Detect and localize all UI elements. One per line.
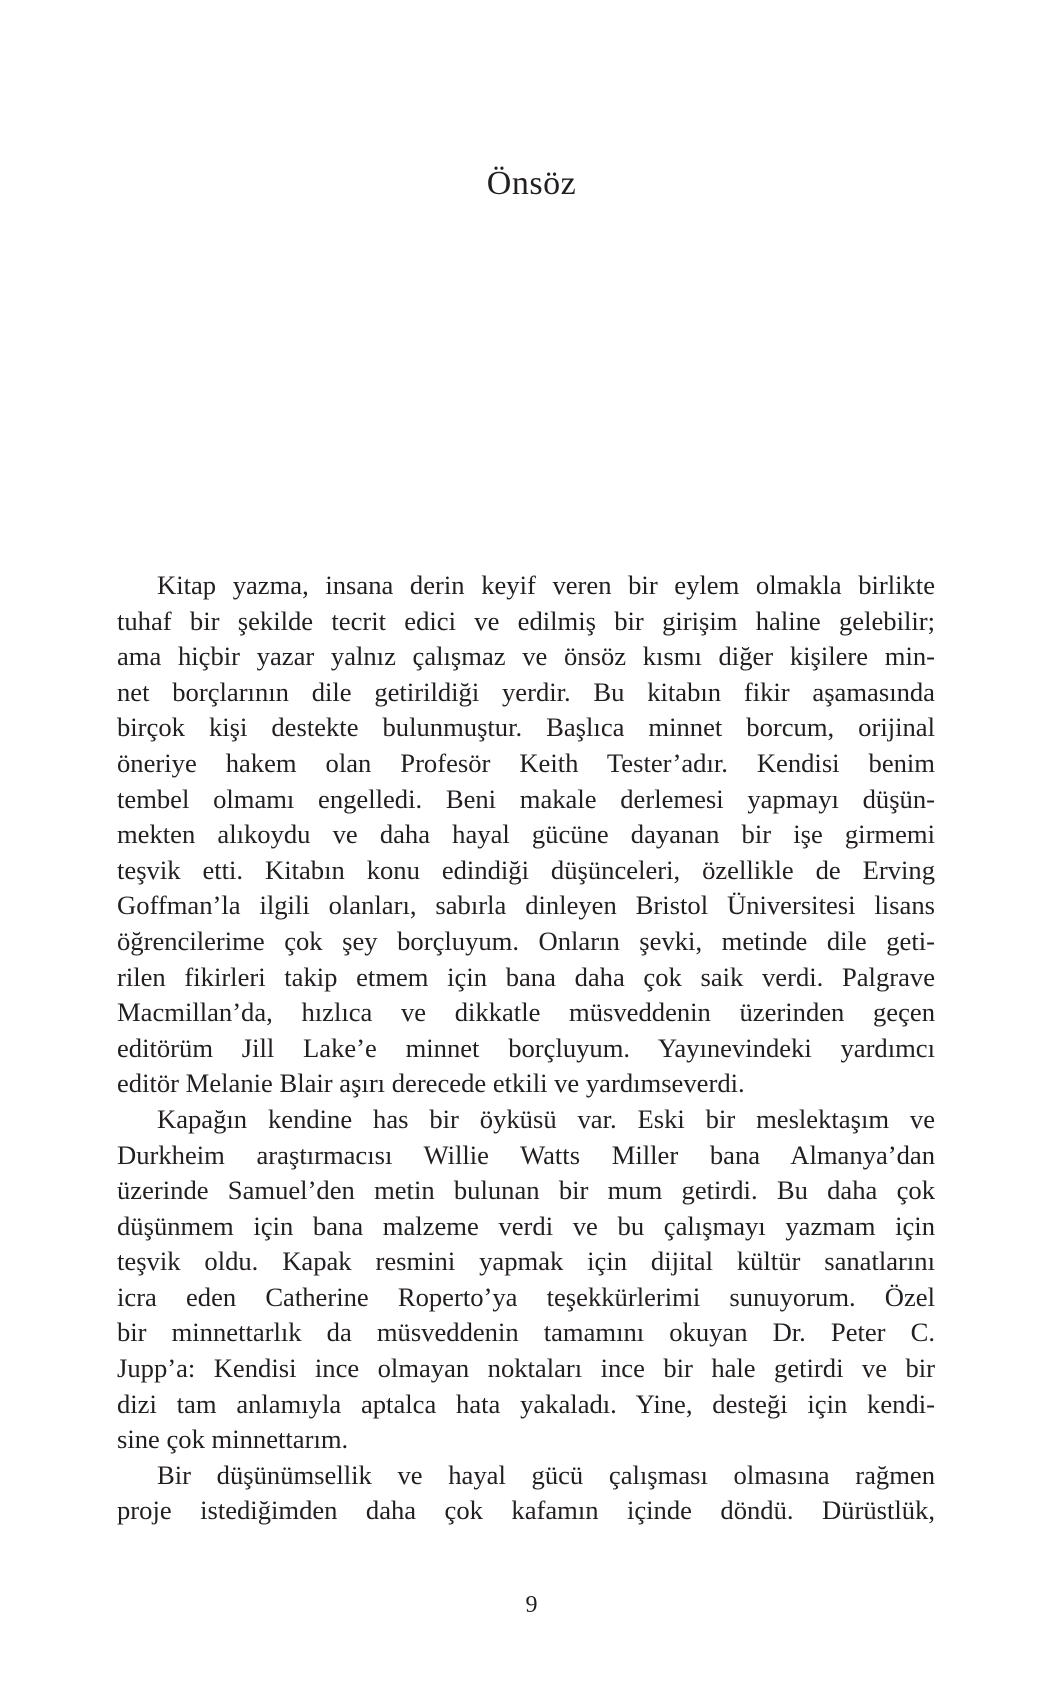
text-line: editör Melanie Blair aşırı derecede etkili ve yardımseverdi. [117,1068,745,1099]
paragraph-2 [117,1102,935,1458]
page-number: 9 [525,1592,538,1618]
paragraph-1 [117,568,935,1102]
text-line: Jupp’a: Kendisi ince olmayan noktaları ince bir hale getirdi ve bir [117,1353,935,1384]
text-line: editörüm Jill Lake’e minnet borçluyum. Yayınevindeki yardımcı [117,1032,935,1063]
text-line: üzerinde Samuel’den metin bulunan bir mum getirdi. Bu daha çok [117,1175,935,1206]
text-line: bir minnettarlık da müsveddenin tamamını okuyan Dr. Peter C. [117,1317,935,1348]
text-line: net borçlarının dile getirildiği yerdir. Bu kitabın fikir aşamasında [117,676,935,707]
text-line: icra eden Catherine Roperto’ya teşekkürlerimi sunuyorum. Özel [117,1281,935,1312]
text-line: tuhaf bir şekilde tecrit edici ve edilmiş bir girişim haline gelebilir; [117,605,935,636]
text-line: sine çok minnettarım. [117,1424,349,1455]
paragraph-3 [117,1458,935,1529]
text-line: Durkheim araştırmacısı Willie Watts Miller bana Almanya’dan [117,1139,935,1170]
text-line: teşvik oldu. Kapak resmini yapmak için dijital kültür sanatlarını [117,1246,935,1277]
text-line: Bir düşünümsellik ve hayal gücü çalışması olmasına rağmen [157,1459,935,1490]
text-line: teşvik etti. Kitabın konu edindiği düşünceleri, özellikle de Erving [117,854,935,885]
text-line: Kapağın kendine has bir öyküsü var. Eski bir meslektaşım ve [157,1103,935,1134]
text-line: dizi tam anlamıyla aptalca hata yakaladı. Yine, desteği için kendi- [117,1388,935,1419]
body-text [117,568,935,1529]
text-line: Goffman’la ilgili olanları, sabırla dinleyen Bristol Üniversitesi lisans [117,890,935,921]
text-line: öğrencilerime çok şey borçluyum. Onların şevki, metinde dile geti- [117,925,935,956]
text-line: Kitap yazma, insana derin keyif veren bir eylem olmakla birlikte [157,570,935,600]
text-line: birçok kişi destekte bulunmuştur. Başlıca minnet borcum, orijinal [117,712,935,743]
text-line: proje istediğimden daha çok kafamın içinde döndü. Dürüstlük, [117,1495,935,1526]
text-line: rilen fikirleri takip etmem için bana daha çok saik verdi. Palgrave [117,961,935,992]
page-title: Önsöz [486,165,577,202]
text-line: tembel olmamı engelledi. Beni makale derlemesi yapmayı düşün- [117,783,935,814]
text-line: öneriye hakem olan Profesör Keith Tester’adır. Kendisi benim [117,747,935,778]
text-line: ama hiçbir yazar yalnız çalışmaz ve önsöz kısmı diğer kişilere min- [117,641,935,672]
text-line: mekten alıkoydu ve daha hayal gücüne dayanan bir işe girmemi [117,819,935,850]
text-line: düşünmem için bana malzeme verdi ve bu çalışmayı yazmam için [117,1210,935,1241]
text-line: Macmillan’da, hızlıca ve dikkatle müsveddenin üzerinden geçen [117,997,935,1028]
